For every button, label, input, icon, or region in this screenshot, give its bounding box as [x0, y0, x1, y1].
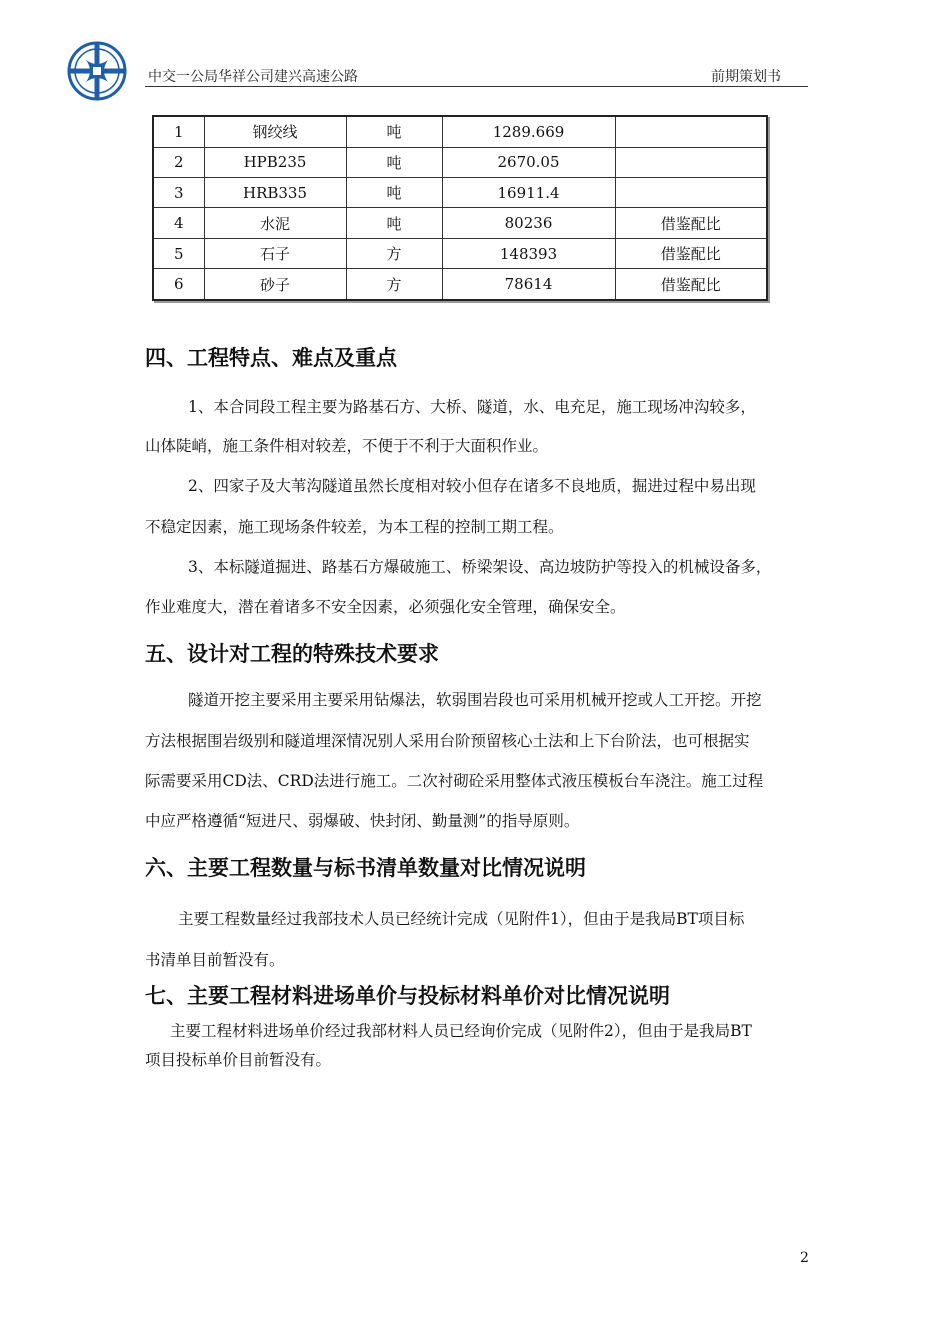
paragraph-line: 项目投标单价目前暂没有。: [145, 1051, 332, 1069]
table-cell: 方: [346, 269, 442, 300]
table-cell: 1289.669: [442, 116, 615, 147]
paragraph-line: 山体陡峭，施工条件相对较差，不便于不利于大面积作业。: [145, 437, 549, 455]
table-cell: 方: [346, 238, 442, 268]
table-cell: 水泥: [204, 208, 346, 238]
table-cell: 借鉴配比: [615, 238, 767, 268]
table-cell: 5: [153, 238, 204, 268]
table-row: [153, 238, 767, 268]
table-cell: 1: [153, 116, 204, 147]
table-row: [153, 116, 767, 147]
table-row: [153, 208, 767, 238]
table-cell: 80236: [442, 208, 615, 238]
paragraph-line: 中应严格遵循“短进尺、弱爆破、快封闭、勤量测”的指导原则。: [145, 812, 580, 830]
table-cell: 4: [153, 208, 204, 238]
table-cell: [615, 147, 767, 177]
paragraph-line: 不稳定因素，施工现场条件较差，为本工程的控制工期工程。: [145, 518, 564, 536]
table-cell: 吨: [346, 177, 442, 207]
paragraph-line: 书清单目前暂没有。: [145, 951, 285, 969]
table-row: [153, 177, 767, 207]
header-divider: [145, 86, 808, 87]
materials-table: [152, 115, 768, 301]
table-cell: 借鉴配比: [615, 208, 767, 238]
table-cell: 吨: [346, 147, 442, 177]
table-cell: 2: [153, 147, 204, 177]
table-cell: 砂子: [204, 269, 346, 300]
table-cell: HPB235: [204, 147, 346, 177]
table-cell: [615, 177, 767, 207]
table-cell: 16911.4: [442, 177, 615, 207]
table-row: [153, 147, 767, 177]
table-cell: [615, 116, 767, 147]
page-number: 2: [800, 1250, 809, 1266]
header-company: 中交一公局华祥公司建兴高速公路: [148, 69, 358, 85]
table-cell: 吨: [346, 208, 442, 238]
company-logo-icon: [66, 40, 128, 102]
section-heading: 七、主要工程材料进场单价与投标材料单价对比情况说明: [145, 984, 670, 1008]
table-cell: 6: [153, 269, 204, 300]
table-cell: 钢绞线: [204, 116, 346, 147]
paragraph-line: 方法根据围岩级别和隧道埋深情况别人采用台阶预留核心土法和上下台阶法，也可根据实: [145, 732, 750, 750]
header-doc-title: 前期策划书: [711, 69, 781, 85]
table-cell: 3: [153, 177, 204, 207]
table-row: [153, 269, 767, 300]
table-cell: 石子: [204, 238, 346, 268]
table-cell: 借鉴配比: [615, 269, 767, 300]
paragraph-line: 作业难度大，潜在着诸多不安全因素，必须强化安全管理，确保安全。: [145, 598, 626, 616]
paragraph-line: 主要工程材料进场单价经过我部材料人员已经询价完成（见附件2），但由于是我局BT: [170, 1022, 752, 1040]
table-cell: 78614: [442, 269, 615, 300]
paragraph-line: 隧道开挖主要采用主要采用钻爆法，软弱围岩段也可采用机械开挖或人工开挖。开挖: [188, 691, 762, 709]
table-cell: HRB335: [204, 177, 346, 207]
table-cell: 2670.05: [442, 147, 615, 177]
section-heading: 五、设计对工程的特殊技术要求: [145, 642, 439, 666]
section-heading: 四、工程特点、难点及重点: [145, 346, 397, 370]
section-heading: 六、主要工程数量与标书清单数量对比情况说明: [145, 856, 586, 880]
paragraph-line: 主要工程数量经过我部技术人员已经统计完成（见附件1），但由于是我局BT项目标: [178, 910, 745, 928]
paragraph-line: 3、本标隧道掘进、路基石方爆破施工、桥梁架设、高边坡防护等投入的机械设备多，: [188, 558, 772, 576]
paragraph-line: 际需要采用CD法、CRD法进行施工。二次衬砌砼采用整体式液压模板台车浇注。施工过程: [145, 772, 764, 790]
table-cell: 148393: [442, 238, 615, 268]
paragraph-line: 1、本合同段工程主要为路基石方、大桥、隧道，水、电充足，施工现场冲沟较多，: [188, 398, 756, 416]
paragraph-line: 2、四家子及大苇沟隧道虽然长度相对较小但存在诸多不良地质，掘进过程中易出现: [188, 477, 756, 495]
table-cell: 吨: [346, 116, 442, 147]
